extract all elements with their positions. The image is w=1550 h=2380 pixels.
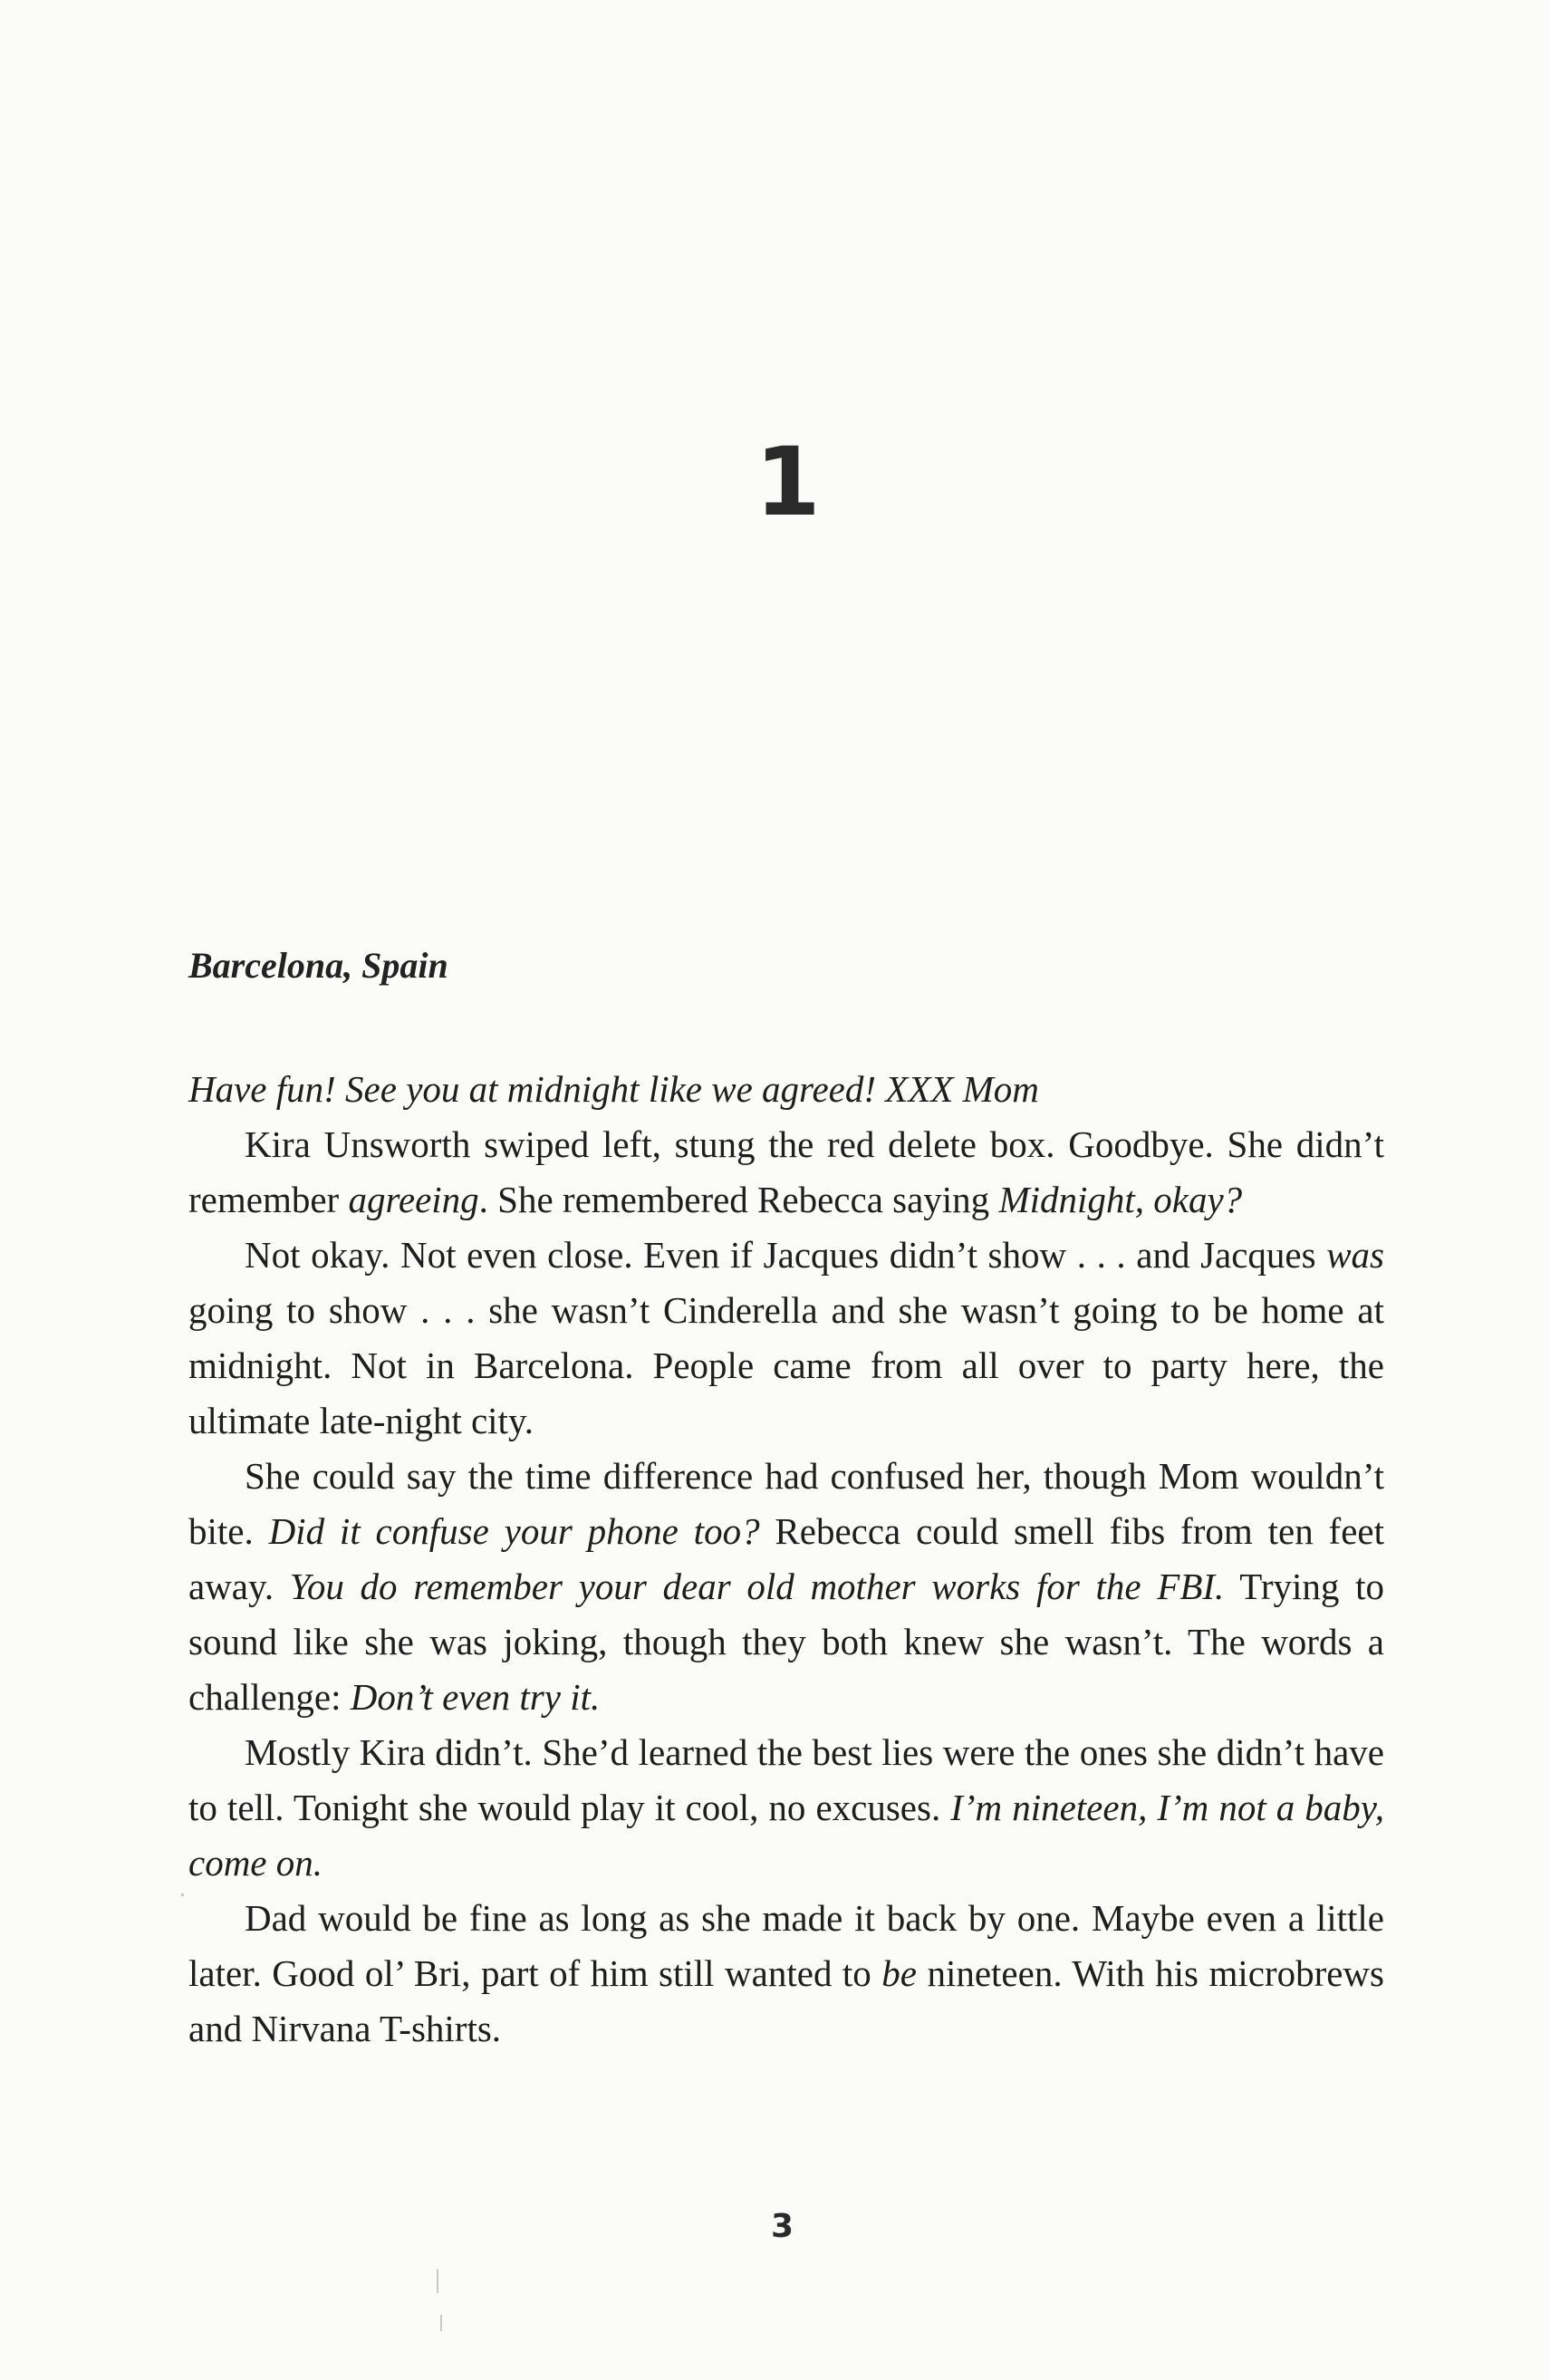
italic-text: You do remember your dear old mother works for the FBI.	[289, 1566, 1225, 1607]
chapter-number: 1	[755, 427, 821, 537]
page-number: 3	[770, 2208, 794, 2245]
italic-text: Midnight, okay?	[998, 1179, 1243, 1220]
text-run: going to show . . . she wasn’t Cinderella and she wasn’t going to be home at midnight. Not in Barcelona. People came from all over to party here, the ultimate late-night city.	[188, 1289, 1384, 1441]
text-run: Dad would be fine as long as she made it back by one. Maybe even a little later. Good ol’ Bri, part of him still wanted to	[188, 1897, 1384, 1994]
text-run: nineteen. With his microbrews and Nirvana T-shirts.	[188, 1952, 1384, 2049]
paragraph	[188, 1062, 1384, 1117]
italic-text: agreeing	[348, 1179, 479, 1220]
paragraph	[188, 1891, 1384, 2057]
text-run: Kira Unsworth swiped left, stung the red delete box. Goodbye. She didn’t remember	[188, 1123, 1384, 1220]
paragraph	[188, 1449, 1384, 1725]
italic-text: be	[881, 1952, 917, 1994]
text-run: She could say the time difference had confused her, though Mom wouldn’t bite.	[188, 1455, 1384, 1552]
text-run: Rebecca could smell fibs from ten feet away.	[188, 1510, 1384, 1607]
italic-text: I’m nineteen, I’m not a baby, come on.	[188, 1787, 1384, 1884]
italic-text: Did it confuse your phone too?	[268, 1510, 760, 1552]
paragraph	[188, 1725, 1384, 1891]
text-run: . She remembered Rebecca saying	[478, 1179, 999, 1220]
body-text	[188, 1062, 1384, 2057]
paragraph	[188, 1228, 1384, 1449]
location-heading: Barcelona, Spain	[188, 945, 448, 986]
text-run: Trying to sound like she was joking, though they both knew she wasn’t. The words a challenge:	[188, 1566, 1384, 1718]
scan-mark	[181, 1893, 184, 1896]
text-run: Mostly Kira didn’t. She’d learned the best lies were the ones she didn’t have to tell. Tonight she would play it cool, no excuses.	[188, 1731, 1384, 1828]
italic-text: was	[1326, 1234, 1384, 1276]
scan-mark	[437, 2269, 438, 2293]
italic-text: Have fun! See you at midnight like we agreed! XXX Mom	[188, 1068, 1039, 1110]
paragraph	[188, 1117, 1384, 1228]
italic-text: Don’t even try it.	[350, 1676, 601, 1718]
text-run: Not okay. Not even close. Even if Jacques didn’t show . . . and Jacques	[245, 1234, 1327, 1276]
scan-mark	[440, 2315, 442, 2331]
